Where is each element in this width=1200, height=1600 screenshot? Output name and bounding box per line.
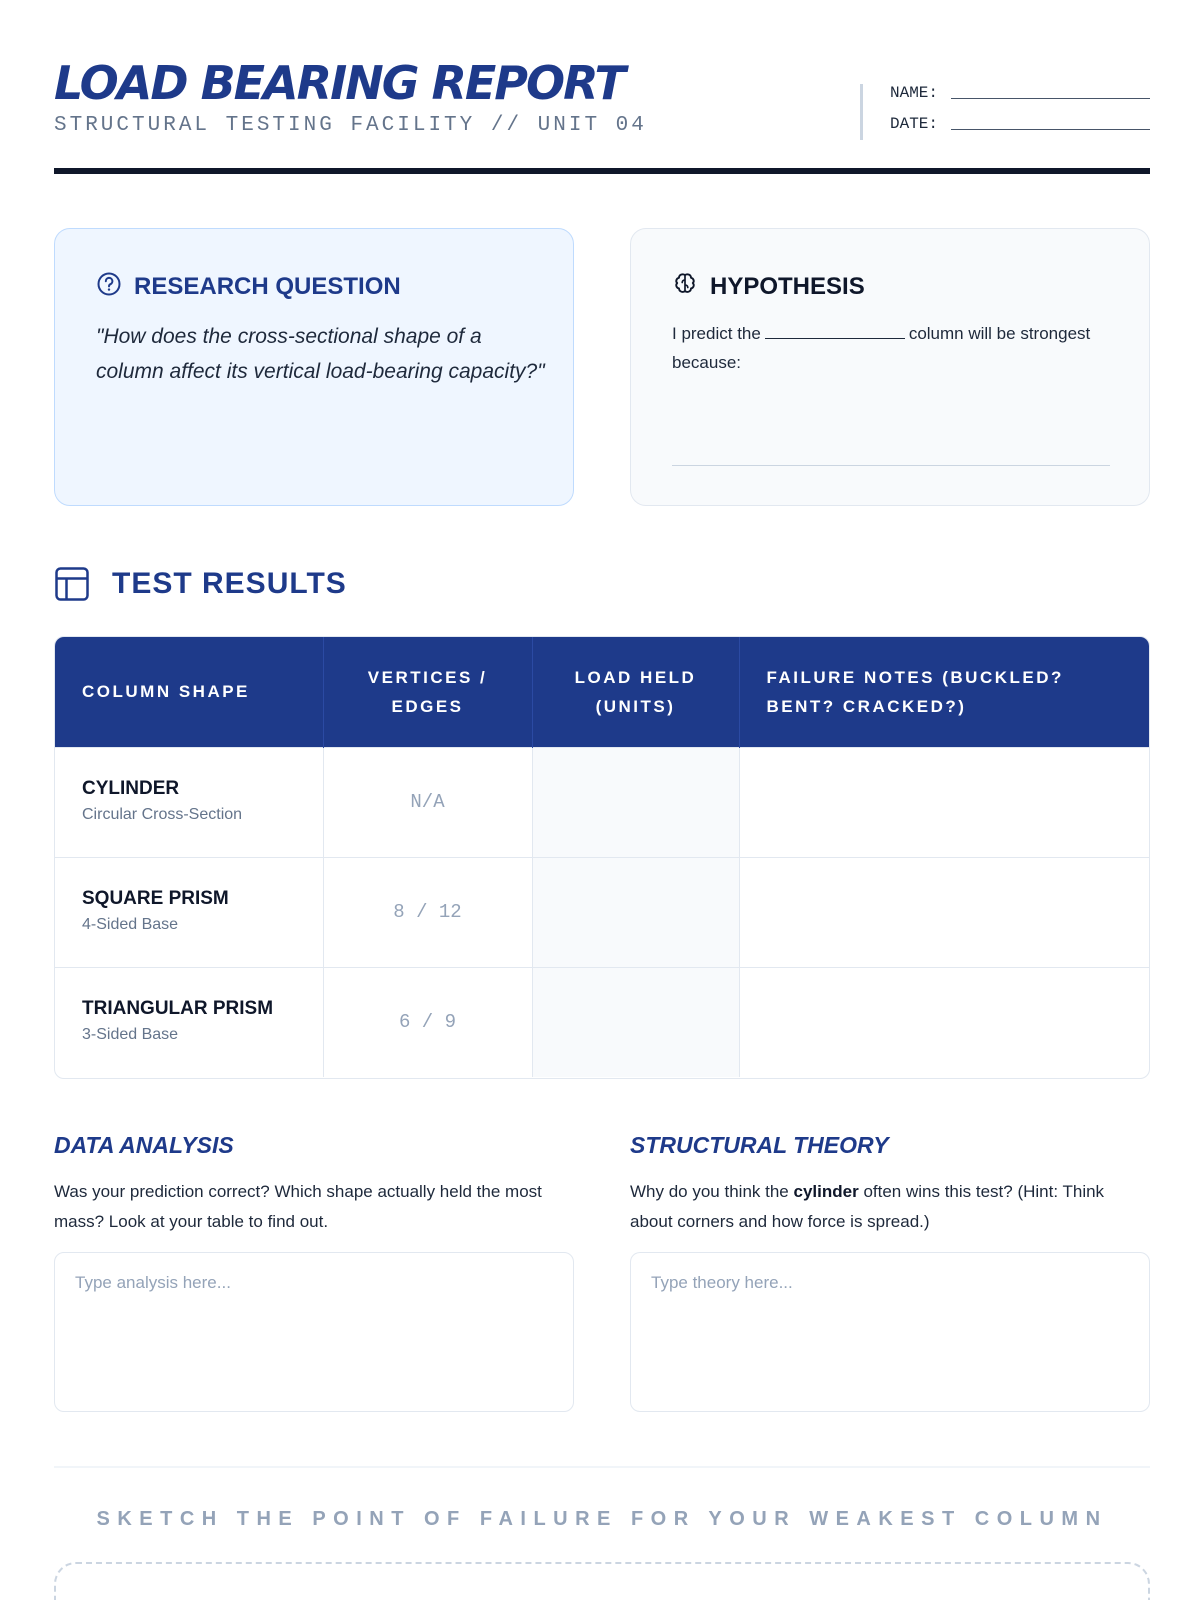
worksheet-page: [54, 0, 1150, 1600]
table-icon: [54, 566, 90, 602]
load-input-cell[interactable]: [532, 747, 739, 857]
column-header: FAILURE NOTES (BUCKLED? BENT? CRACKED?): [739, 637, 1150, 747]
column-header: COLUMN SHAPE: [55, 637, 323, 747]
report-title: LOAD BEARING REPORT: [54, 56, 624, 110]
hypothesis-blank[interactable]: [765, 325, 905, 339]
research-question-header: [96, 271, 401, 302]
failure-notes-cell[interactable]: [739, 857, 1150, 967]
data-analysis-section: [54, 1132, 574, 1237]
shape-cell: [55, 747, 323, 857]
research-question-title: RESEARCH QUESTION: [134, 272, 401, 300]
sketch-label: SKETCH THE POINT OF FAILURE FOR YOUR WEAKEST COLUMN: [96, 1508, 1108, 1530]
research-question-text: "How does the cross-sectional shape of a column affect its vertical load-bearing capacity?": [96, 325, 545, 383]
theory-input[interactable]: [630, 1252, 1150, 1412]
results-table: [54, 636, 1150, 1079]
name-label: NAME:: [890, 84, 939, 102]
table-header-row: [55, 637, 1150, 747]
brain-icon: [672, 271, 698, 302]
hypothesis-card: [630, 228, 1150, 506]
name-field[interactable]: [951, 98, 1150, 99]
structural-theory-title: STRUCTURAL THEORY: [630, 1132, 889, 1158]
meta-divider: [860, 84, 863, 140]
vertices-cell: 6 / 9: [323, 967, 532, 1077]
hypothesis-text-before: I predict the: [672, 324, 761, 343]
research-question-card: [54, 228, 574, 506]
theory-text-after: often wins this test? (Hint: Think about corners and how force is spread.): [630, 1182, 1105, 1231]
structural-theory-question: [630, 1177, 1150, 1237]
hypothesis-title: HYPOTHESIS: [710, 272, 865, 300]
data-analysis-title: DATA ANALYSIS: [54, 1132, 234, 1158]
table-row: [55, 857, 1150, 967]
load-input-cell[interactable]: [532, 857, 739, 967]
table-row: [55, 967, 1150, 1077]
hypothesis-answer-line[interactable]: [672, 465, 1110, 466]
shape-description: Circular Cross-Section: [82, 806, 243, 823]
report-subtitle: STRUCTURAL TESTING FACILITY // UNIT 04: [54, 114, 647, 137]
report-header: [54, 56, 1150, 174]
failure-notes-cell[interactable]: [739, 747, 1150, 857]
hypothesis-header: [672, 271, 865, 302]
analysis-input[interactable]: [54, 1252, 574, 1412]
shape-name: CYLINDER: [82, 778, 180, 799]
test-results-title: TEST RESULTS: [112, 567, 347, 600]
date-field[interactable]: [951, 129, 1150, 130]
shape-cell: [55, 967, 323, 1077]
structural-theory-section: [630, 1132, 1150, 1237]
vertices-cell: N/A: [323, 747, 532, 857]
header-rule: [54, 168, 1150, 174]
load-input-cell[interactable]: [532, 967, 739, 1077]
shape-description: 3-Sided Base: [82, 1026, 179, 1044]
data-analysis-question: Was your prediction correct? Which shape actually held the most mass? Look at your table to find out.: [54, 1182, 542, 1231]
failure-notes-cell[interactable]: [739, 967, 1150, 1077]
shape-cell: [55, 857, 323, 967]
hypothesis-text-after: column will be strongest because:: [672, 324, 1091, 372]
theory-bold-word: cylinder: [793, 1182, 859, 1201]
question-circle-icon: [96, 271, 122, 302]
shape-name: SQUARE PRISM: [82, 888, 229, 909]
shape-description: 4-Sided Base: [82, 916, 179, 933]
date-label: DATE:: [890, 115, 939, 133]
table-row: [55, 747, 1150, 857]
section-divider: [54, 1466, 1150, 1468]
hypothesis-prompt: [672, 319, 1112, 377]
shape-name: TRIANGULAR PRISM: [82, 998, 274, 1020]
vertices-cell: 8 / 12: [323, 857, 532, 967]
column-header: VERTICES / EDGES: [323, 637, 532, 747]
test-results-heading: [54, 566, 347, 602]
column-header: LOAD HELD (UNITS): [532, 637, 739, 747]
sketch-area[interactable]: [54, 1562, 1150, 1600]
theory-text-before: Why do you think the: [630, 1182, 789, 1201]
